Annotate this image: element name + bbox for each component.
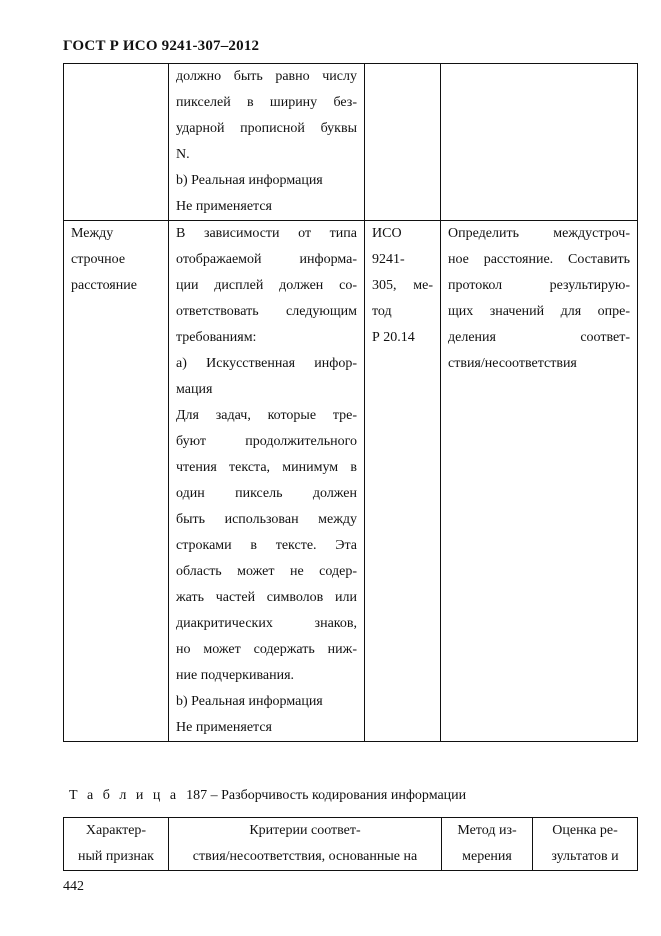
criteria-line: Не применяется bbox=[176, 199, 272, 214]
feature-line: строчное bbox=[71, 252, 126, 267]
criteria-line: b) Реальная информация bbox=[176, 694, 323, 709]
evaluation-line: ное расстояние. Составить bbox=[448, 252, 630, 267]
criteria-line: N. bbox=[176, 147, 190, 162]
criteria-line: отображаемой информа- bbox=[176, 252, 357, 267]
evaluation-line: щих значений для опре- bbox=[448, 304, 630, 319]
criteria-line: но может содержать ниж- bbox=[176, 642, 357, 657]
criteria-line: диакритических знаков, bbox=[176, 616, 357, 631]
evaluation-line: протокол результирую- bbox=[448, 278, 630, 293]
header-feature bbox=[64, 818, 169, 871]
table-row-interline-spacing bbox=[64, 221, 638, 742]
method-cell bbox=[365, 221, 441, 742]
criteria-line: Для задач, которые тре- bbox=[176, 408, 357, 423]
criteria-line: мация bbox=[176, 382, 213, 397]
table-caption-text: 187 – Разборчивость кодирования информации bbox=[186, 788, 467, 803]
criteria-line: ние подчеркивания. bbox=[176, 668, 295, 683]
method-line: 305, ме- bbox=[372, 278, 433, 293]
page-number: 442 bbox=[63, 879, 84, 894]
criteria-line: b) Реальная информация bbox=[176, 173, 323, 188]
feature-line: Между bbox=[71, 226, 114, 241]
method-line: тод bbox=[372, 304, 392, 319]
table-caption-prefix: Т а б л и ц а bbox=[69, 788, 180, 803]
criteria-line: быть использован между bbox=[176, 512, 357, 527]
table-caption bbox=[69, 788, 466, 804]
header-criteria bbox=[169, 818, 442, 871]
method-line: 9241- bbox=[372, 252, 405, 267]
method-line: ИСО bbox=[372, 226, 402, 241]
evaluation-cell-empty bbox=[441, 64, 638, 221]
criteria-line: a) Искусственная инфор- bbox=[176, 356, 357, 371]
method-line: Р 20.14 bbox=[372, 330, 415, 345]
legibility-table-187 bbox=[63, 817, 638, 871]
evaluation-line: Определить междустроч- bbox=[448, 226, 630, 241]
criteria-line: буют продолжительного bbox=[176, 434, 357, 449]
criteria-line: ударной прописной буквы bbox=[176, 121, 357, 136]
criteria-line: жать частей символов или bbox=[176, 590, 357, 605]
criteria-line: Не применяется bbox=[176, 720, 272, 735]
document-header-title: ГОСТ Р ИСО 9241-307–2012 bbox=[63, 38, 260, 54]
feature-cell-empty bbox=[64, 64, 169, 221]
method-cell-empty bbox=[365, 64, 441, 221]
criteria-line: чтения текста, минимум в bbox=[176, 460, 357, 475]
table-header-row bbox=[64, 818, 638, 871]
criteria-line: ции дисплей должен со- bbox=[176, 278, 357, 293]
criteria-line: строками в тексте. Эта bbox=[176, 538, 357, 553]
header-line: ствия/несоответствия, основанные на bbox=[192, 849, 418, 864]
evaluation-cell bbox=[441, 221, 638, 742]
criteria-line: ответствовать следующим bbox=[176, 304, 357, 319]
criteria-line: требованиям: bbox=[176, 330, 257, 345]
header-evaluation bbox=[533, 818, 638, 871]
header-line: мерения bbox=[462, 849, 512, 864]
criteria-cell bbox=[169, 64, 365, 221]
header-line: Оценка ре- bbox=[552, 823, 618, 838]
header-line: Критерии соответ- bbox=[249, 823, 361, 838]
header-line: Характер- bbox=[85, 823, 147, 838]
criteria-line: область может не содер- bbox=[176, 564, 357, 579]
feature-cell bbox=[64, 221, 169, 742]
evaluation-line: ствия/несоответствия bbox=[448, 356, 577, 371]
header-line: ный признак bbox=[78, 849, 154, 864]
header-line: Метод из- bbox=[457, 823, 517, 838]
evaluation-line: деления соответ- bbox=[448, 330, 630, 345]
header-line: зультатов и bbox=[551, 849, 619, 864]
requirements-table-186 bbox=[63, 63, 638, 742]
criteria-line: должно быть равно числу bbox=[176, 69, 357, 84]
criteria-cell bbox=[169, 221, 365, 742]
header-method bbox=[442, 818, 533, 871]
feature-line: расстояние bbox=[71, 278, 137, 293]
criteria-line: один пиксель должен bbox=[176, 486, 357, 501]
criteria-line: пикселей в ширину без- bbox=[176, 95, 357, 110]
table-row-continuation bbox=[64, 64, 638, 221]
criteria-line: В зависимости от типа bbox=[176, 226, 357, 241]
